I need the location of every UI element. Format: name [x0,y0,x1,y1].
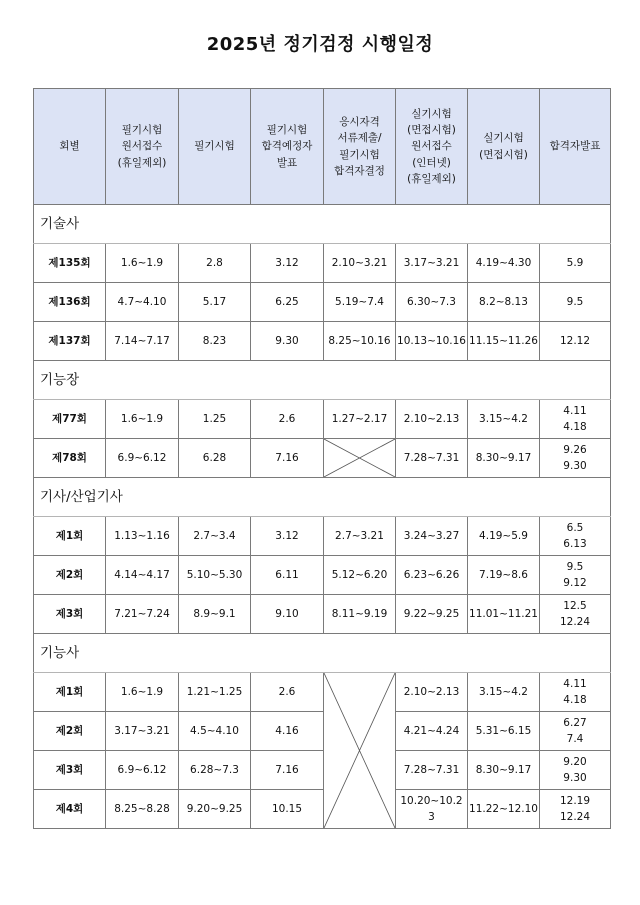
date-text: 9.20~9.25 [186,802,243,815]
date-cell [396,790,468,829]
date-text: 1.13~1.16 [114,529,170,542]
date-text: 7.16 [275,451,299,464]
not-applicable-cell [324,673,396,829]
not-applicable-cell [324,439,396,478]
date-text: 6.27 [563,716,587,729]
date-text: 6.28 [202,451,227,464]
date-text: 3 [428,811,435,823]
date-cell [106,322,179,361]
header-text-line: 합격자결정 [334,164,385,177]
section-title: 기사/산업기사 [34,478,611,517]
date-cell [396,400,468,439]
date-text: 1.6~1.9 [120,685,164,698]
date-text: 5.31~6.15 [475,724,532,737]
round-cell: 제2회 [34,556,106,595]
round-cell: 제78회 [34,439,106,478]
date-text: 9.30 [563,460,587,472]
date-text: 6.9~6.12 [117,451,167,464]
date-cell [324,400,396,439]
date-cell [396,283,468,322]
date-text: 9.30 [275,334,299,347]
date-cell [468,595,540,634]
date-cell [106,790,179,829]
date-cell [251,673,324,712]
table-row [34,439,611,478]
date-text: 1.27~2.17 [331,412,388,425]
header-text-line: 필기시험 [266,124,308,137]
date-cell [540,400,611,439]
date-cell [468,712,540,751]
header-text-line: 합격자발표 [549,140,601,153]
date-text: 3.15~4.2 [479,412,528,425]
header-text-line: (인터넷) [412,156,451,169]
date-text: 7.28~7.31 [403,451,460,464]
date-text: 4.11 [563,404,587,417]
date-cell [179,283,251,322]
date-text: 2.10~3.21 [331,256,388,269]
date-cell [179,322,251,361]
date-cell [540,283,611,322]
date-text: 6.9~6.12 [117,763,167,776]
round-cell: 제135회 [34,244,106,283]
header-text-line: (휴일제외) [117,156,167,169]
header-text-line: (휴일제외) [407,172,456,185]
date-cell [396,244,468,283]
date-cell [179,790,251,829]
header-text-line: (면접시험) [407,124,456,137]
date-cell [468,439,540,478]
date-cell [468,556,540,595]
date-cell [106,712,179,751]
table-row [34,244,611,283]
date-cell [540,244,611,283]
date-cell [179,517,251,556]
date-text: 10.20~10.2 [400,794,463,807]
date-text: 9.20 [563,755,587,768]
date-cell [179,400,251,439]
section-row [34,361,611,400]
date-text: 12.24 [559,616,591,628]
date-text: 3.24~3.27 [403,529,460,542]
date-text: 8.25~10.16 [328,334,391,347]
round-cell: 제2회 [34,712,106,751]
round-cell: 제77회 [34,400,106,439]
date-text: 1.25 [202,412,227,425]
date-text: 4.18 [563,694,587,706]
date-cell [324,244,396,283]
date-cell [179,439,251,478]
date-text: 7.4 [566,733,584,745]
date-cell [540,517,611,556]
date-text: 6.28~7.3 [190,763,239,776]
date-cell [106,244,179,283]
header-text-line: 실기시험 [411,107,452,120]
table-row [34,283,611,322]
date-cell [251,517,324,556]
date-cell [179,751,251,790]
date-cell [251,790,324,829]
date-text: 1.6~1.9 [120,412,164,425]
date-text: 4.11 [563,677,587,690]
date-text: 7.16 [275,763,299,776]
date-text: 10.13~10.16 [397,334,466,347]
header-text-line: 원서접수 [411,140,452,153]
date-text: 6.30~7.3 [407,295,456,308]
date-cell [468,283,540,322]
column-header-5 [324,89,396,205]
date-text: 3.17~3.21 [114,724,170,737]
date-cell [396,556,468,595]
section-title: 기술사 [34,205,611,244]
date-text: 4.14~4.17 [114,568,170,581]
date-cell [540,439,611,478]
header-text-line: 회별 [59,140,80,153]
date-text: 9.10 [275,607,299,620]
date-cell [179,595,251,634]
date-text: 9.30 [563,772,587,784]
table-row [34,322,611,361]
date-cell [540,595,611,634]
date-text: 12.19 [559,794,591,807]
section-row [34,634,611,673]
date-text: 6.13 [563,538,587,550]
date-text: 9.22~9.25 [403,607,460,620]
round-cell: 제3회 [34,595,106,634]
date-text: 5.9 [566,256,584,269]
round-cell: 제1회 [34,517,106,556]
date-text: 4.5~4.10 [190,724,239,737]
date-cell [106,673,179,712]
date-text: 2.7~3.4 [193,529,236,542]
schedule-table [33,88,611,829]
date-text: 8.25~8.28 [114,802,170,815]
date-text: 9.5 [566,295,584,308]
header-text-line: 합격예정자 [261,140,313,153]
date-cell [179,556,251,595]
date-text: 9.26 [563,443,587,456]
table-header [34,89,611,205]
date-text: 11.01~11.21 [469,607,538,620]
date-text: 3.12 [275,256,299,269]
date-text: 4.7~4.10 [117,295,167,308]
header-text-line: 서류제출/ [337,132,382,145]
date-text: 1.6~1.9 [120,256,164,269]
table-row [34,595,611,634]
date-text: 1.21~1.25 [186,685,243,698]
date-cell [106,400,179,439]
table-row [34,673,611,712]
header-text-line: 응시자격 [339,115,380,128]
date-text: 8.9~9.1 [193,607,236,620]
round-cell: 제137회 [34,322,106,361]
date-cell [396,712,468,751]
date-cell [540,751,611,790]
date-text: 2.10~2.13 [403,412,460,425]
section-title: 기능사 [34,634,611,673]
date-text: 7.28~7.31 [403,763,460,776]
date-cell [396,751,468,790]
column-header-1 [34,89,106,205]
column-header-3 [179,89,251,205]
date-cell [540,673,611,712]
header-row [34,89,611,205]
date-text: 4.19~5.9 [479,529,528,542]
date-text: 4.18 [563,421,587,433]
date-cell [251,595,324,634]
date-text: 12.5 [563,599,587,612]
date-cell [251,439,324,478]
table-row [34,751,611,790]
header-text-line: 필기시험 [339,148,380,161]
date-text: 2.6 [278,412,296,425]
date-cell [468,400,540,439]
date-text: 9.12 [563,577,587,589]
round-cell: 제1회 [34,673,106,712]
date-cell [179,673,251,712]
date-text: 5.10~5.30 [186,568,243,581]
date-text: 4.16 [275,724,299,737]
date-text: 10.15 [271,802,303,815]
date-cell [106,751,179,790]
date-text: 3.15~4.2 [479,685,528,698]
date-text: 11.22~12.10 [469,802,538,815]
date-cell [251,244,324,283]
not-applicable-cross [324,439,395,477]
date-text: 3.12 [275,529,299,542]
table-row [34,790,611,829]
date-cell [396,595,468,634]
date-cell [251,712,324,751]
date-text: 4.21~4.24 [403,724,460,737]
date-text: 2.6 [278,685,296,698]
date-cell [251,751,324,790]
date-cell [396,322,468,361]
header-text-line: 원서접수 [121,140,163,153]
date-text: 5.19~7.4 [335,295,384,308]
not-applicable-cross [324,673,395,828]
date-cell [540,790,611,829]
page-title: 2025년 정기검정 시행일정 [206,34,434,55]
date-cell [324,517,396,556]
date-text: 8.30~9.17 [475,451,532,464]
date-text: 6.11 [275,568,299,581]
table-row [34,556,611,595]
date-cell [324,595,396,634]
header-text-line: 발표 [276,156,298,169]
date-text: 6.23~6.26 [403,568,460,581]
date-cell [324,283,396,322]
date-cell [468,751,540,790]
date-text: 8.2~8.13 [479,295,528,308]
section-row [34,478,611,517]
date-cell [179,244,251,283]
date-text: 12.24 [559,811,591,823]
date-text: 6.5 [566,521,584,534]
date-cell [251,283,324,322]
date-text: 8.11~9.19 [331,607,388,620]
column-header-8 [540,89,611,205]
round-cell: 제3회 [34,751,106,790]
date-text: 2.10~2.13 [403,685,460,698]
column-header-6 [396,89,468,205]
date-cell [106,556,179,595]
date-cell [396,673,468,712]
date-text: 7.14~7.17 [114,334,170,347]
date-cell [179,712,251,751]
section-row [34,205,611,244]
header-text-line: (면접시험) [479,148,528,161]
date-cell [106,439,179,478]
column-header-4 [251,89,324,205]
date-cell [251,556,324,595]
date-cell [251,322,324,361]
date-cell [106,595,179,634]
date-cell [324,556,396,595]
date-text: 2.7~3.21 [335,529,384,542]
date-text: 8.23 [202,334,227,347]
date-text: 7.21~7.24 [114,607,170,620]
date-text: 4.19~4.30 [475,256,532,269]
section-title: 기능장 [34,361,611,400]
column-header-7 [468,89,540,205]
date-cell [468,244,540,283]
date-text: 6.25 [275,295,299,308]
date-text: 9.5 [566,560,584,573]
date-cell [396,517,468,556]
date-text: 5.12~6.20 [331,568,388,581]
date-cell [251,400,324,439]
date-cell [540,322,611,361]
date-text: 11.15~11.26 [469,334,538,347]
date-cell [468,517,540,556]
date-cell [106,517,179,556]
column-header-2 [106,89,179,205]
round-cell: 제4회 [34,790,106,829]
date-text: 7.19~8.6 [479,568,528,581]
date-text: 8.30~9.17 [475,763,532,776]
header-text-line: 필기시험 [194,140,235,153]
date-text: 12.12 [559,334,591,347]
date-cell [396,439,468,478]
date-text: 3.17~3.21 [403,256,460,269]
header-text-line: 필기시험 [121,124,163,137]
date-cell [540,556,611,595]
date-text: 2.8 [206,256,223,269]
table-row [34,712,611,751]
header-text-line: 실기시험 [483,132,524,145]
date-cell [468,673,540,712]
date-cell [468,322,540,361]
table-body [34,205,611,829]
table-row [34,400,611,439]
table-row [34,517,611,556]
round-cell: 제136회 [34,283,106,322]
date-cell [540,712,611,751]
date-text: 5.17 [202,295,227,308]
date-cell [106,283,179,322]
date-cell [468,790,540,829]
date-cell [324,322,396,361]
